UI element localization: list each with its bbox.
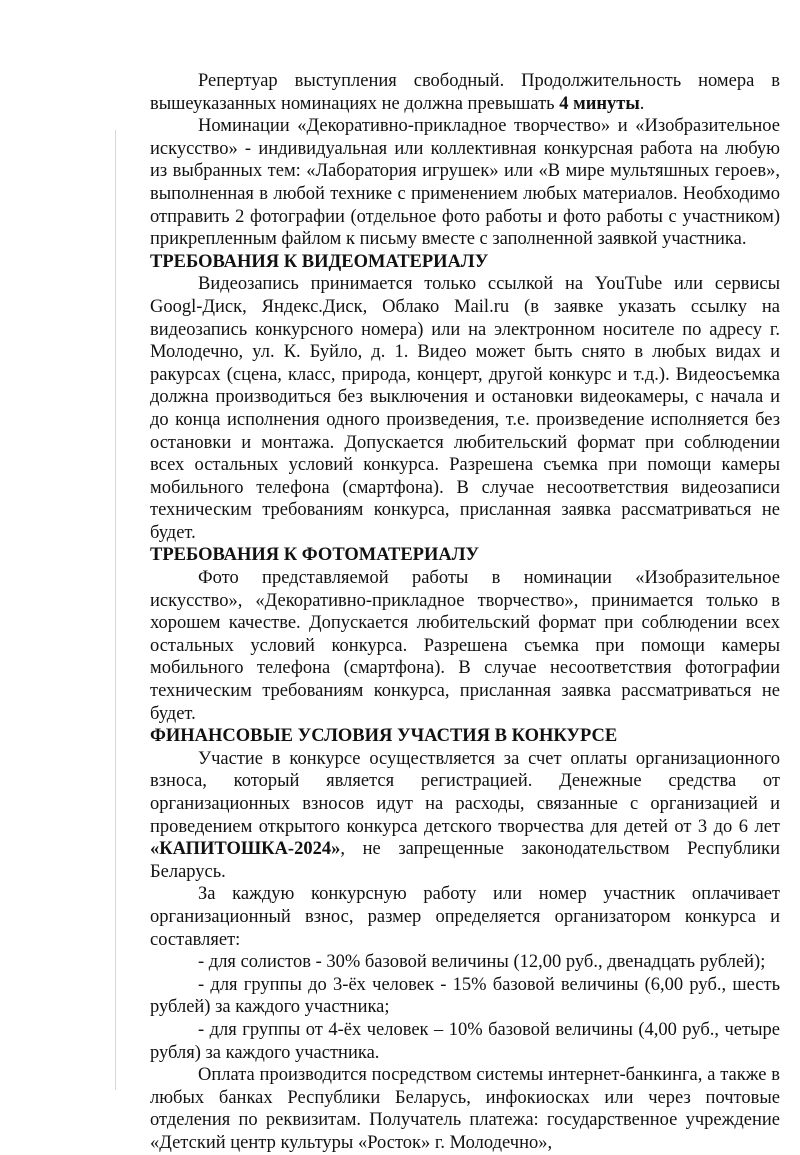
paragraph-video: Видеозапись принимается только ссылкой на YouTube или сервисы Googl-Диск, Яндекс.Диск, Облако Mail.ru (в заявке указать ссылку на видеозапись конкурсного номера) или на электронном носителе по адресу г. Молодечно, ул. К. Буйло, д. 1. Видео может быть снято в любых видах и ракурсах (сцена, класс, природа, концерт, другой конкурс и т.д.). Видеосъемка должна производиться без выключения и остановки видеокамеры, с начала и до конца исполнения одного произведения, т.е. произведение исполняется без остановки и монтажа. Допускается любительский формат при соблюдении всех остальных условий конкурса. Разрешена съемка при помощи камеры мобильного телефона (смартфона). В случае несоответствия видеозаписи техническим требованиям конкурса, присланная заявка рассматриваться не будет. bbox=[150, 274, 780, 543]
scan-page-edge bbox=[115, 130, 116, 1090]
duration-limit: 4 минуты bbox=[559, 93, 640, 114]
paragraph-photo: Фото представляемой работы в номинации «Изобразительное искусство», «Декоративно-прикладное творчество», принимается только в хорошем качестве. Допускается любительский формат при соблюдении всех остальных условий конкурса. Разрешена съемка при помощи камеры мобильного телефона (смартфона). В случае несоответствия фотографии техническим требованиям конкурса, присланная заявка рассматриваться не будет. bbox=[150, 568, 780, 724]
list-item-soloists: - для солистов - 30% базовой величины (12,00 руб., двенадцать рублей); bbox=[198, 952, 766, 973]
paragraph-nominations: Номинации «Декоративно-прикладное творчество» и «Изобразительное искусство» - индивидуальная или коллективная конкурсная работа на любую из выбранных тем: «Лаборатория игрушек» или «В мире мультяшных героев», выполненная в любой технике с применением любых материалов. Необходимо отправить 2 фотографии (отдельное фото работы и фото работы с участником) прикрепленным файлом к письму вместе с заполненной заявкой участника. bbox=[150, 116, 780, 250]
heading-financial-conditions: ФИНАНСОВЫЕ УСЛОВИЯ УЧАСТИЯ В КОНКУРСЕ bbox=[150, 726, 618, 747]
list-item-group-small: - для группы до 3-ёх человек - 15% базовой величины (6,00 руб., шесть рублей) за каждого участника; bbox=[150, 974, 780, 1018]
list-item-group-large: - для группы от 4-ёх человек – 10% базовой величины (4,00 руб., четыре рубля) за каждого участника. bbox=[150, 1019, 780, 1063]
document-page bbox=[150, 70, 780, 1155]
heading-photo-requirements: ТРЕБОВАНИЯ К ФОТОМАТЕРИАЛУ bbox=[150, 545, 480, 566]
paragraph-payment: Оплата производится посредством системы интернет-банкинга, а также в любых банках Республики Беларусь, инфокиосках или через почтовые отделения по реквизитам. Получатель платежа: государственное учреждение «Детский центр культуры «Росток» г. Молодечно», bbox=[150, 1065, 780, 1153]
paragraph-fee-size: За каждую конкурсную работу или номер участник оплачивает организационный взнос, размер определяется организатором конкурса и составляет: bbox=[150, 884, 780, 950]
contest-name: «КАПИТОШКА-2024» bbox=[150, 839, 341, 860]
paragraph-participation-fee: Участие в конкурсе осуществляется за счет оплаты организационного взноса, который является регистрацией. Денежные средства от организационных взносов идут на расходы, связанные с организацией и проведением открытого конкурса детского творчества для детей от 3 до 6 лет «КАПИТОШКА-2024», не запрещенные законодательством Республики Беларусь. bbox=[150, 748, 780, 882]
heading-video-requirements: ТРЕБОВАНИЯ К ВИДЕОМАТЕРИАЛУ bbox=[150, 251, 489, 272]
paragraph-repertoire: Репертуар выступления свободный. Продолжительность номера в вышеуказанных номинациях не должна превышать 4 минуты. bbox=[150, 71, 780, 114]
